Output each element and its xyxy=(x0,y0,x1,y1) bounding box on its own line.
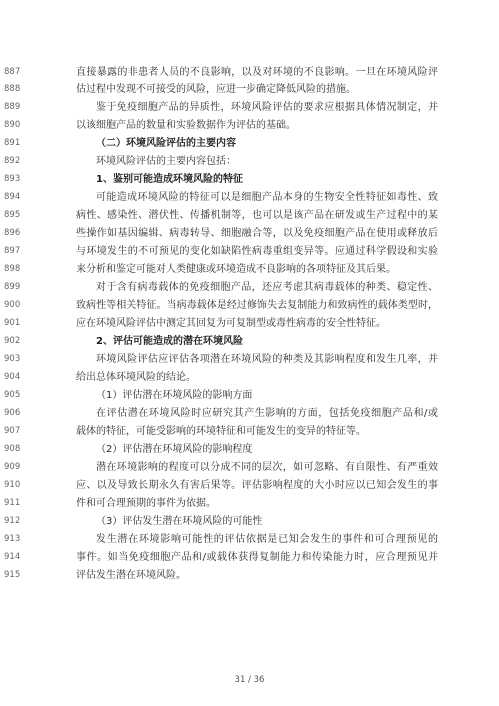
line-text: 些操作如基因编辑、病毒转导、细胞融合等，以及免疫细胞产品在使用或释放后 xyxy=(76,228,438,239)
text-line xyxy=(0,82,499,98)
text-line xyxy=(0,136,499,152)
line-number: 907 xyxy=(4,426,21,436)
text-line xyxy=(0,550,499,566)
text-line xyxy=(0,100,499,116)
text-line xyxy=(0,334,499,350)
text-line xyxy=(0,532,499,548)
line-number: 910 xyxy=(4,480,21,490)
line-text: 对于含有病毒载体的免疫细胞产品，还应考虑其病毒载体的种类、稳定性、 xyxy=(96,282,438,293)
line-text: 评估发生潜在环境风险。 xyxy=(76,570,186,581)
line-number: 893 xyxy=(4,174,21,184)
line-number: 903 xyxy=(4,354,21,364)
text-line xyxy=(0,244,499,260)
text-line xyxy=(0,352,499,368)
line-text: 给出总体环境风险的结论。 xyxy=(76,372,196,383)
line-number: 902 xyxy=(4,336,21,346)
line-number: 892 xyxy=(4,156,21,166)
text-line xyxy=(0,316,499,332)
line-number: 908 xyxy=(4,444,21,454)
page-number: 31 / 36 xyxy=(234,675,265,685)
text-line xyxy=(0,118,499,134)
line-text: 环境风险评估的主要内容包括： xyxy=(96,156,236,167)
line-number: 898 xyxy=(4,264,21,274)
line-text: 件和可合理预期的事件为依据。 xyxy=(76,498,216,509)
line-number: 915 xyxy=(4,570,21,580)
text-line xyxy=(0,154,499,170)
text-line xyxy=(0,424,499,440)
line-number: 900 xyxy=(4,300,21,310)
line-number: 906 xyxy=(4,408,21,418)
line-number: 890 xyxy=(4,120,21,130)
text-line xyxy=(0,514,499,530)
text-line xyxy=(0,65,499,81)
line-number: 912 xyxy=(4,516,21,526)
text-line xyxy=(0,298,499,314)
line-text: 直接暴露的非患者人员的不良影响，以及对环境的不良影响。一旦在环境风险评 xyxy=(76,67,438,78)
line-number: 897 xyxy=(4,246,21,256)
line-text: 潜在环境影响的程度可以分成不同的层次，如可忽略、有自限性、有严重效 xyxy=(96,462,438,473)
line-text: 估过程中发现不可接受的风险，应进一步确定降低风险的措施。 xyxy=(76,84,356,95)
text-line xyxy=(0,496,499,512)
section-heading: （二）环境风险评估的主要内容 xyxy=(96,138,236,149)
text-line xyxy=(0,478,499,494)
line-text: 发生潜在环境影响可能性的评估依据是已知会发生的事件和可合理预见的 xyxy=(96,534,438,545)
line-text: （1）评估潜在环境风险的影响方面 xyxy=(96,390,253,401)
line-number: 901 xyxy=(4,318,21,328)
text-line xyxy=(0,388,499,404)
line-number: 895 xyxy=(4,210,21,220)
line-number: 909 xyxy=(4,462,21,472)
line-number: 911 xyxy=(4,498,21,508)
line-number: 899 xyxy=(4,282,21,292)
text-line xyxy=(0,406,499,422)
subsection-heading: 1、鉴别可能造成环境风险的特征 xyxy=(96,174,243,185)
line-text: 载体的特征，可能受影响的环境特征和可能发生的变异的特征等。 xyxy=(76,426,366,437)
line-text: 在评估潜在环境风险时应研究其产生影响的方面，包括免疫细胞产品和/或 xyxy=(96,408,438,419)
line-number: 887 xyxy=(4,67,21,77)
line-text: 致病性等相关特征。当病毒载体是经过修饰失去复制能力和致病性的载体类型时， xyxy=(76,300,438,311)
line-text: 与环境发生的不可预见的变化如缺陷性病毒重组变异等。应通过科学假设和实验 xyxy=(76,246,438,257)
text-line xyxy=(0,568,499,584)
line-number: 896 xyxy=(4,228,21,238)
line-text: 环境风险评估应评估各项潜在环境风险的种类及其影响程度和发生几率，并 xyxy=(96,354,438,365)
text-line xyxy=(0,460,499,476)
line-number: 905 xyxy=(4,390,21,400)
line-text: （2）评估潜在环境风险的影响程度 xyxy=(96,444,253,455)
line-text: 鉴于免疫细胞产品的异质性，环境风险评估的要求应根据具体情况制定，并 xyxy=(96,102,438,113)
line-number: 913 xyxy=(4,534,21,544)
line-text: 可能造成环境风险的特征可以是细胞产品本身的生物安全性特征如毒性、致 xyxy=(96,192,438,203)
text-line xyxy=(0,280,499,296)
line-text: 事件。如当免疫细胞产品和/或载体获得复制能力和传染能力时，应合理预见并 xyxy=(76,552,438,563)
line-text: 以该细胞产品的数量和实验数据作为评估的基础。 xyxy=(76,120,296,131)
text-line xyxy=(0,262,499,278)
line-number: 894 xyxy=(4,192,21,202)
line-text: 应在环境风险评估中测定其回复为可复制型或毒性病毒的安全性特征。 xyxy=(76,318,386,329)
line-number: 888 xyxy=(4,84,21,94)
line-number: 914 xyxy=(4,552,21,562)
text-line xyxy=(0,442,499,458)
subsection-heading: 2、评估可能造成的潜在环境风险 xyxy=(96,336,243,347)
line-number: 904 xyxy=(4,372,21,382)
line-text: 病性、感染性、潜伏性、传播机制等，也可以是该产品在研发或生产过程中的某 xyxy=(76,210,438,221)
text-line xyxy=(0,190,499,206)
line-number: 891 xyxy=(4,138,21,148)
text-line xyxy=(0,370,499,386)
text-line xyxy=(0,226,499,242)
line-text: 应、以及导致长期永久有害后果等。评估影响程度的大小时应以已知会发生的事 xyxy=(76,480,438,491)
text-line xyxy=(0,208,499,224)
text-line xyxy=(0,172,499,188)
line-number: 889 xyxy=(4,102,21,112)
line-text: 来分析和鉴定可能对人类健康或环境造成不良影响的各项特征及其后果。 xyxy=(76,264,396,275)
line-text: （3）评估发生潜在环境风险的可能性 xyxy=(96,516,263,527)
